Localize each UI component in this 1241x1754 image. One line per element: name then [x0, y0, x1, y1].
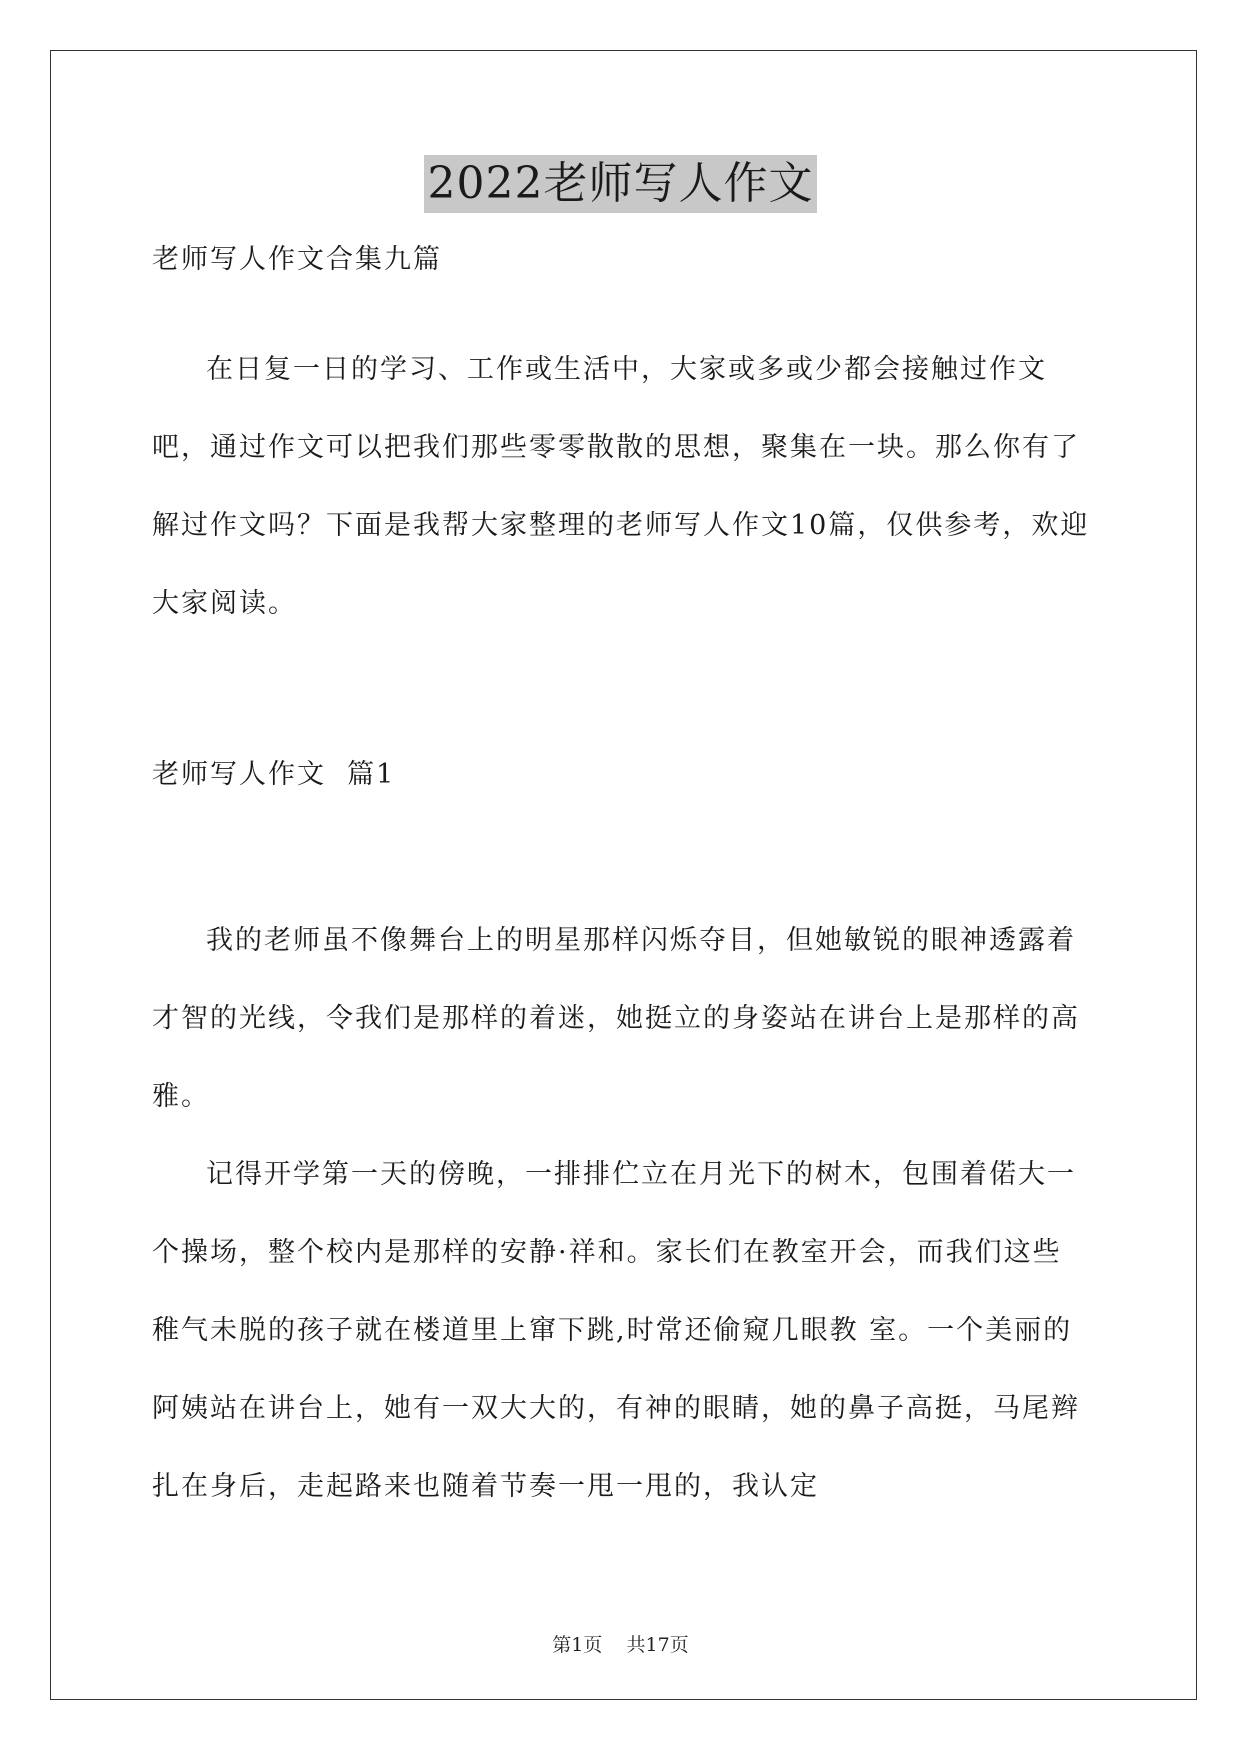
page-footer	[0, 1632, 1241, 1658]
section-heading: 老师写人作文 篇1	[152, 759, 396, 790]
footer-spacer	[602, 1634, 626, 1656]
body-section	[152, 902, 1090, 1526]
intro-section	[152, 331, 1090, 643]
body-paragraph: 我的老师虽不像舞台上的明星那样闪烁夺目，但她敏锐的眼神透露着才智的光线，令我们是那样的着迷，她挺立的身姿站在讲台上是那样的高雅。	[152, 925, 1080, 1112]
page-total: 共17页	[626, 1634, 689, 1656]
document-subtitle: 老师写人作文合集九篇	[152, 244, 442, 275]
title-container	[0, 155, 1241, 213]
body-paragraph: 记得开学第一天的傍晚，一排排伫立在月光下的树木，包围着偌大一个操场，整个校内是那样的安静·祥和。家长们在教室开会，而我们这些稚气未脱的孩子就在楼道里上窜下跳,时常还偷窥几眼教 室。一个美丽的阿姨站在讲台上，她有一双大大的，有神的眼睛，她的鼻子高挺，马尾辫扎在身后，走起路来也随着节奏一甩一甩的，我认定	[152, 1159, 1080, 1502]
document-title: 2022老师写人作文	[424, 155, 818, 213]
intro-paragraph: 在日复一日的学习、工作或生活中，大家或多或少都会接触过作文吧，通过作文可以把我们那些零零散散的思想，聚集在一块。那么你有了解过作文吗？下面是我帮大家整理的老师写人作文10篇，仅供参考，欢迎大家阅读。	[152, 354, 1090, 619]
page-number: 第1页	[552, 1634, 603, 1656]
